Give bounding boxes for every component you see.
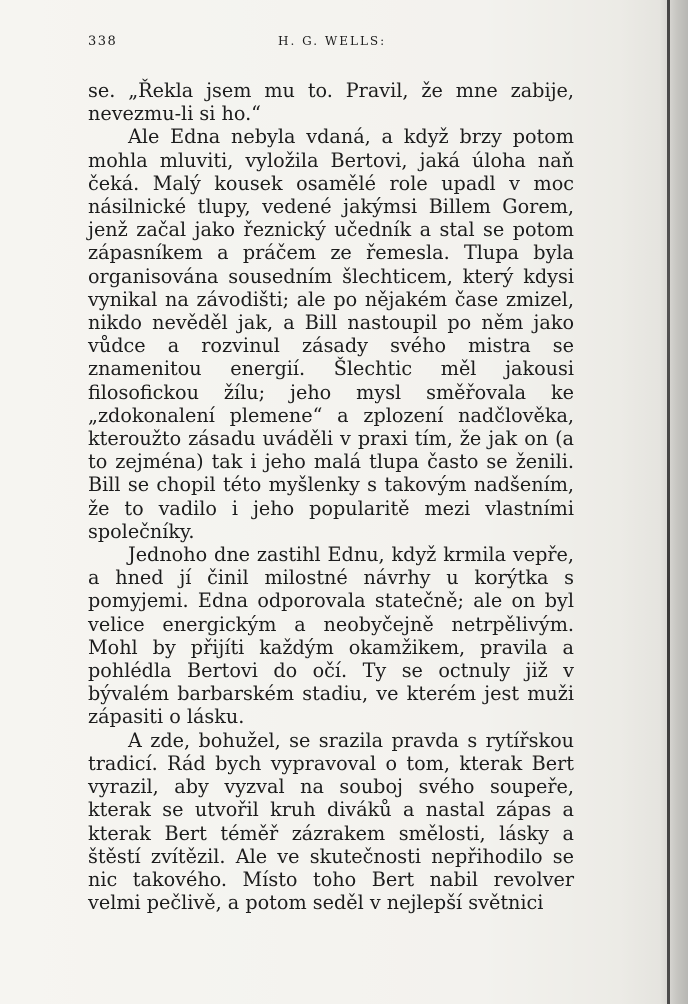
paragraph-continuation: se. „Řekla jsem mu to. Pravil, že mne zabije, nevezmu-li si ho.“ xyxy=(88,79,574,126)
body-text xyxy=(88,79,574,914)
paragraph: A zde, bohužel, se srazila pravda s rytířskou tradicí. Rád bych vypravoval o tom, kterak Bert vyrazil, aby vyzval na souboj svého soupeře, kterak se utvořil kruh diváků a nastal zápas a kterak Bert téměř zázrakem smělosti, lásky a štěstí zvítězil. Ale ve skutečnosti nepřihodilo se nic takového. Místo toho Bert nabil revolver velmi pečlivě, a potom seděl v nejlepší světnici xyxy=(88,728,574,915)
page-number: 338 xyxy=(88,34,118,49)
page-header xyxy=(88,34,572,54)
book-spine-edge xyxy=(667,0,670,1004)
book-spine-shadow xyxy=(660,0,688,1004)
paragraph: Jednoho dne zastihl Ednu, když krmila vepře, a hned jí činil milostné návrhy u korýtka s pomyjemi. Edna odporovala statečně; ale on byl velice energickým a neobyčejně netrpělivým. Mohl by přijíti každým okamžikem, pravila a pohlédla Bertovi do očí. Ty se octnuly již v bývalém barbarském stadiu, ve kterém jest muži zápasiti o lásku. xyxy=(88,543,574,729)
paragraph: Ale Edna nebyla vdaná, a když brzy potom mohla mluviti, vyložila Bertovi, jaká úloha naň čeká. Malý kousek osamělé role upadl v moc násilnické tlupy, vedené jakýmsi Billem Gorem, jenž začal jako řeznický učedník a stal se potom zápasníkem a práčem ze řemesla. Tlupa byla organisována sousedním šlechticem, který kdysi vynikal na závodišti; ale po nějakém čase zmizel, nikdo nevěděl jak, a Bill nastoupil po něm jako vůdce a rozvinul zásady svého mistra se znamenitou energií. Šlechtic měl jakousi filosofickou žílu; jeho mysl směřovala ke „zdokonalení plemene“ a zplození nadčlověka, kteroužto zásadu uváděli v praxi tím, že jak on (a to zejména) tak i jeho malá tlupa často se ženili. Bill se chopil této myšlenky s takovým nadšením, že to vadilo i jeho popularitě mezi vlastními společníky. xyxy=(88,125,574,543)
running-head: H. G. WELLS: xyxy=(278,34,387,48)
